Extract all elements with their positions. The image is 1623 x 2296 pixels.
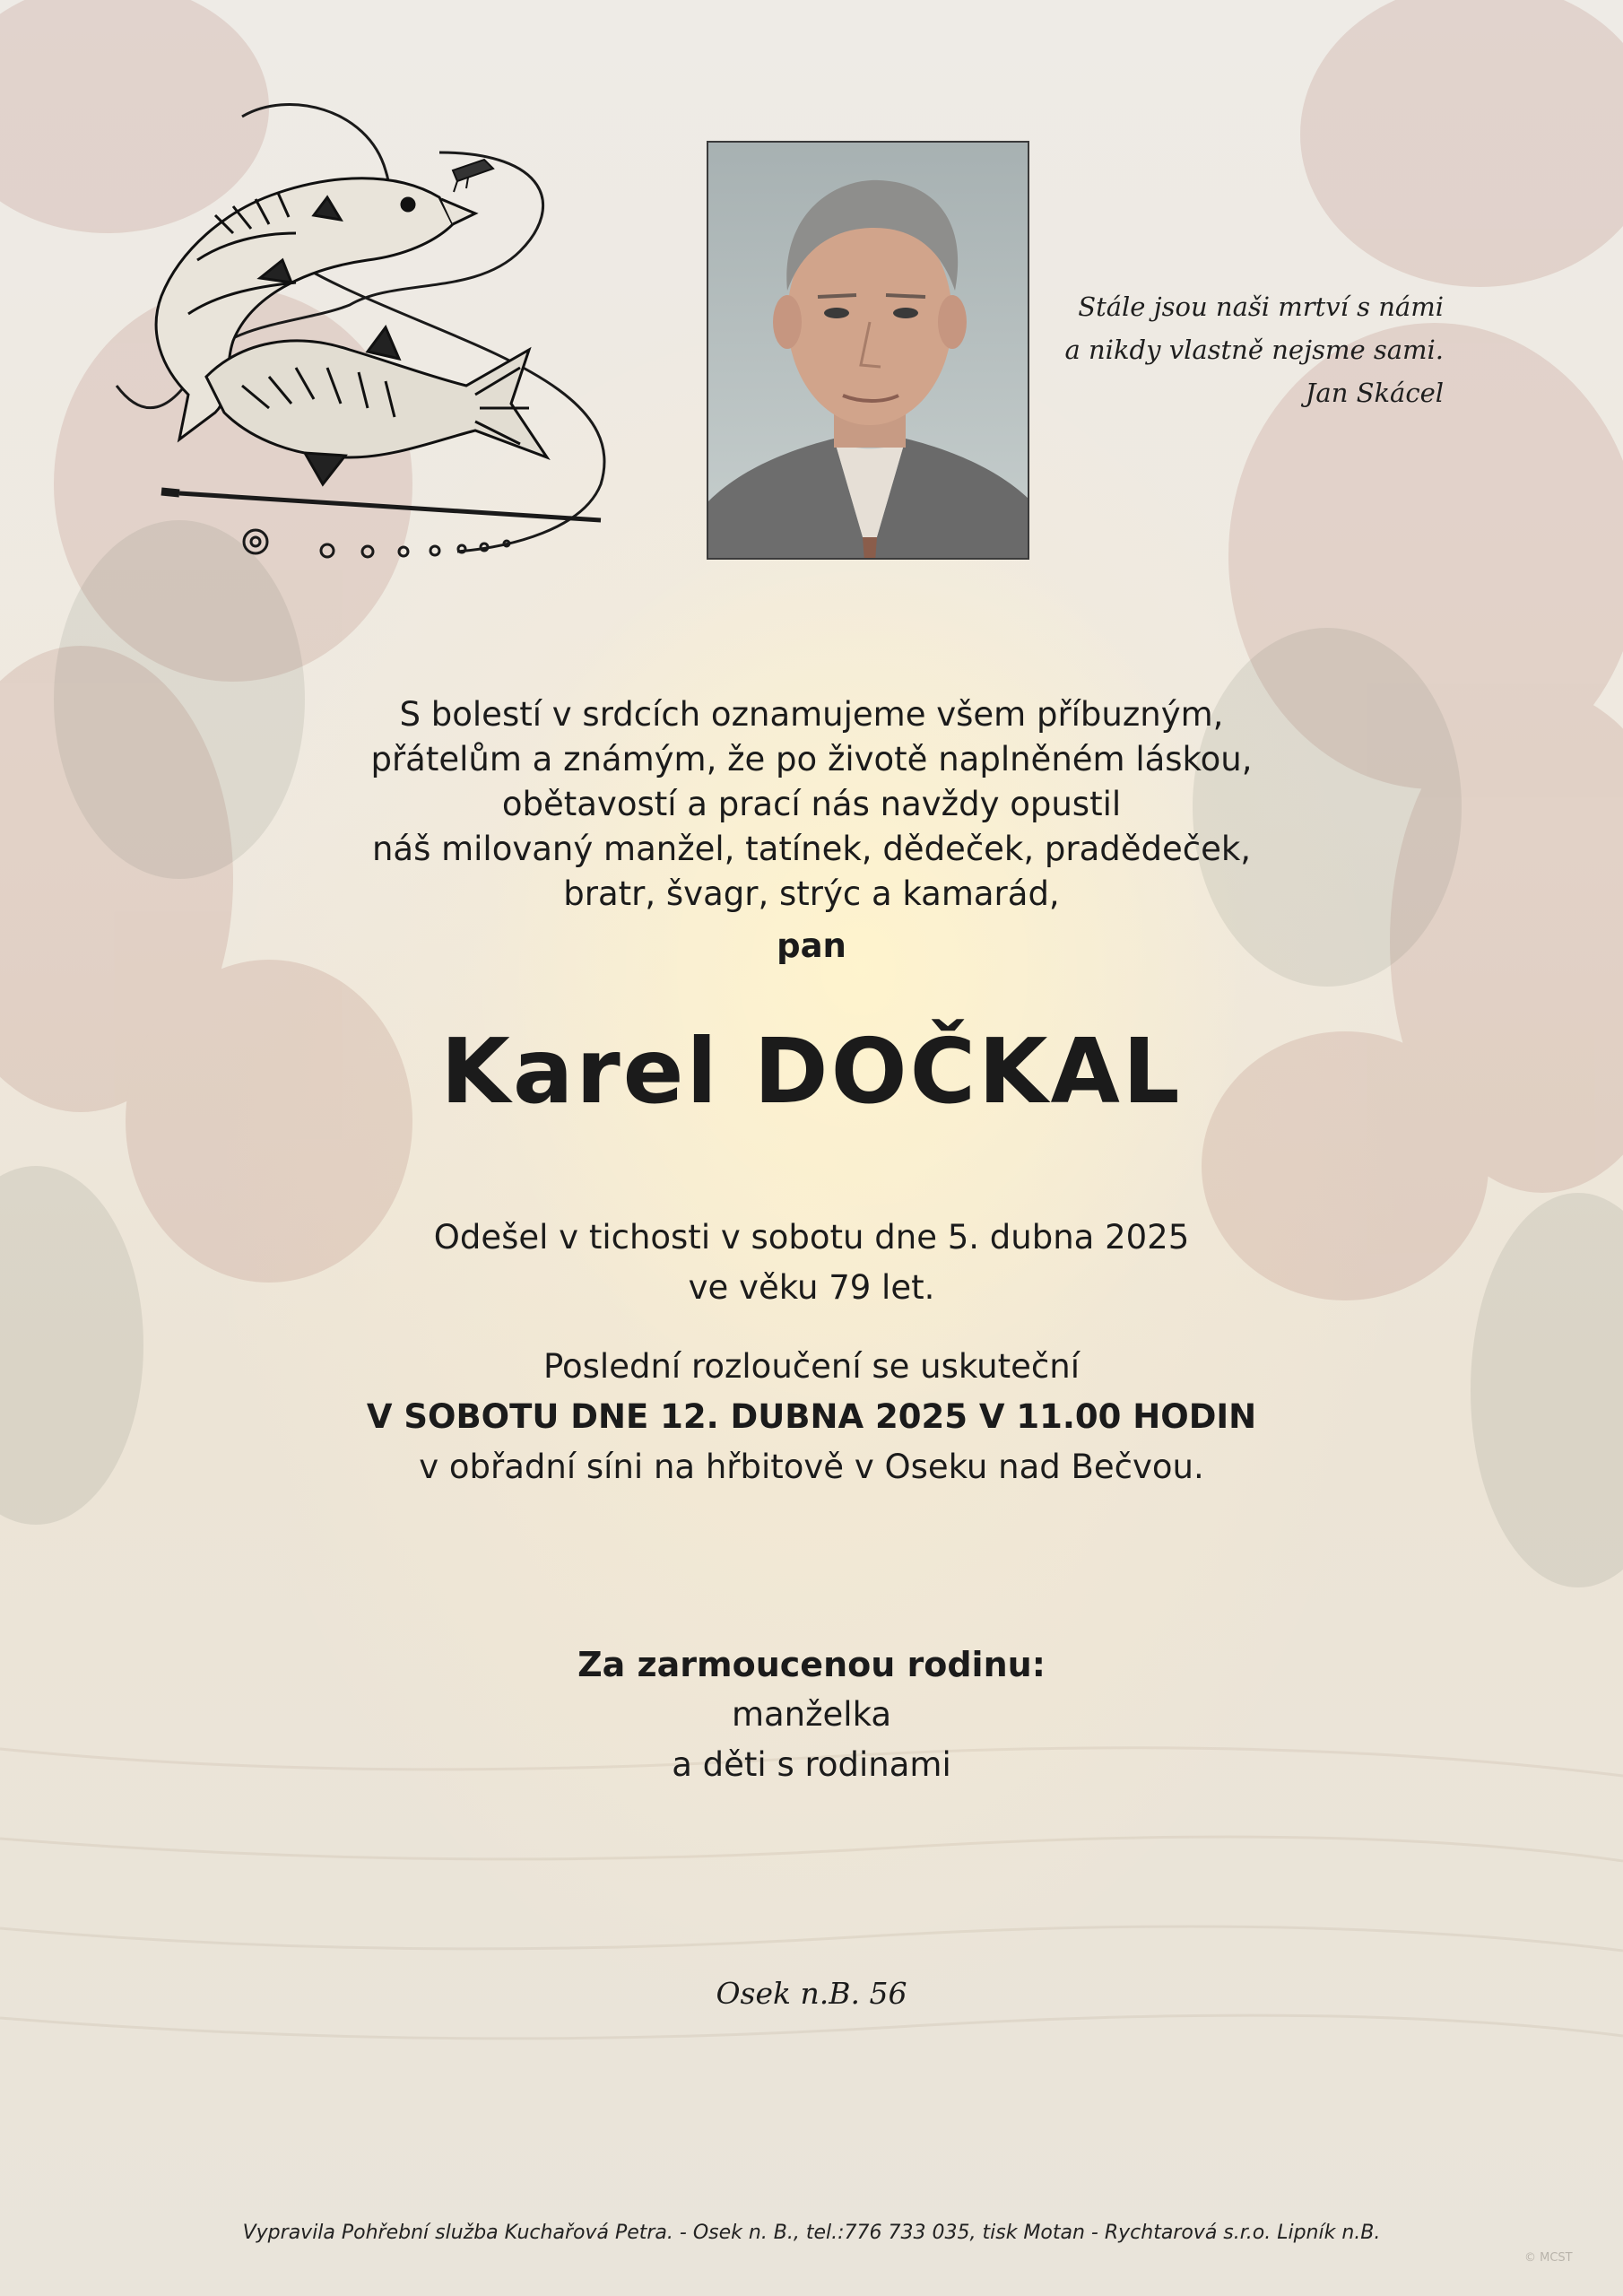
quote-line: a nikdy vlastně nejsme sami. bbox=[1064, 335, 1444, 365]
family-heading: Za zarmoucenou rodinu: bbox=[577, 1645, 1046, 1684]
watermark: © MCST bbox=[1524, 2251, 1573, 2265]
family-member: a děti s rodinami bbox=[672, 1745, 951, 1784]
death-notice bbox=[0, 1213, 1623, 1313]
announcement-line: bratr, švagr, strýc a kamarád, bbox=[563, 874, 1060, 913]
funeral-intro: Poslední rozloučení se uskuteční bbox=[543, 1347, 1080, 1386]
pike-fishing-illustration bbox=[99, 99, 637, 574]
family-signature bbox=[0, 1639, 1623, 1790]
honorific-title: pan bbox=[777, 926, 846, 965]
family-member: manželka bbox=[731, 1695, 892, 1734]
family-address: Osek n.B. 56 bbox=[716, 1976, 907, 2011]
quote-author: Jan Skácel bbox=[1305, 378, 1444, 408]
announcement-text bbox=[0, 692, 1623, 917]
announcement-line: S bolestí v srdcích oznamujeme všem příbuzným, bbox=[399, 695, 1224, 734]
funeral-service-footer: Vypravila Pohřební služba Kuchařová Petra. - Osek n. B., tel.:776 733 035, tisk Motan - Rychtarová s.r.o. Lipník n.B. bbox=[242, 2222, 1381, 2244]
funeral-datetime: V SOBOTU DNE 12. DUBNA 2025 V 11.00 HODIN bbox=[366, 1397, 1257, 1436]
deceased-name: Karel DOČKAL bbox=[440, 1019, 1183, 1124]
announcement-line: náš milovaný manžel, tatínek, dědeček, pradědeček, bbox=[371, 830, 1252, 868]
death-date-line: Odešel v tichosti v sobotu dne 5. dubna 2025 bbox=[433, 1218, 1190, 1257]
portrait-photo bbox=[707, 141, 1029, 560]
quote-line: Stále jsou naši mrtví s námi bbox=[1078, 291, 1444, 322]
announcement-line: přátelům a známým, že po životě naplněném láskou, bbox=[370, 740, 1253, 778]
funeral-info bbox=[0, 1342, 1623, 1492]
announcement-line: obětavostí a prací nás navždy opustil bbox=[501, 785, 1122, 823]
funeral-place: v obřadní síni na hřbitově v Oseku nad Bečvou. bbox=[419, 1448, 1204, 1486]
memorial-quote bbox=[1049, 285, 1444, 414]
death-age-line: ve věku 79 let. bbox=[688, 1268, 935, 1307]
